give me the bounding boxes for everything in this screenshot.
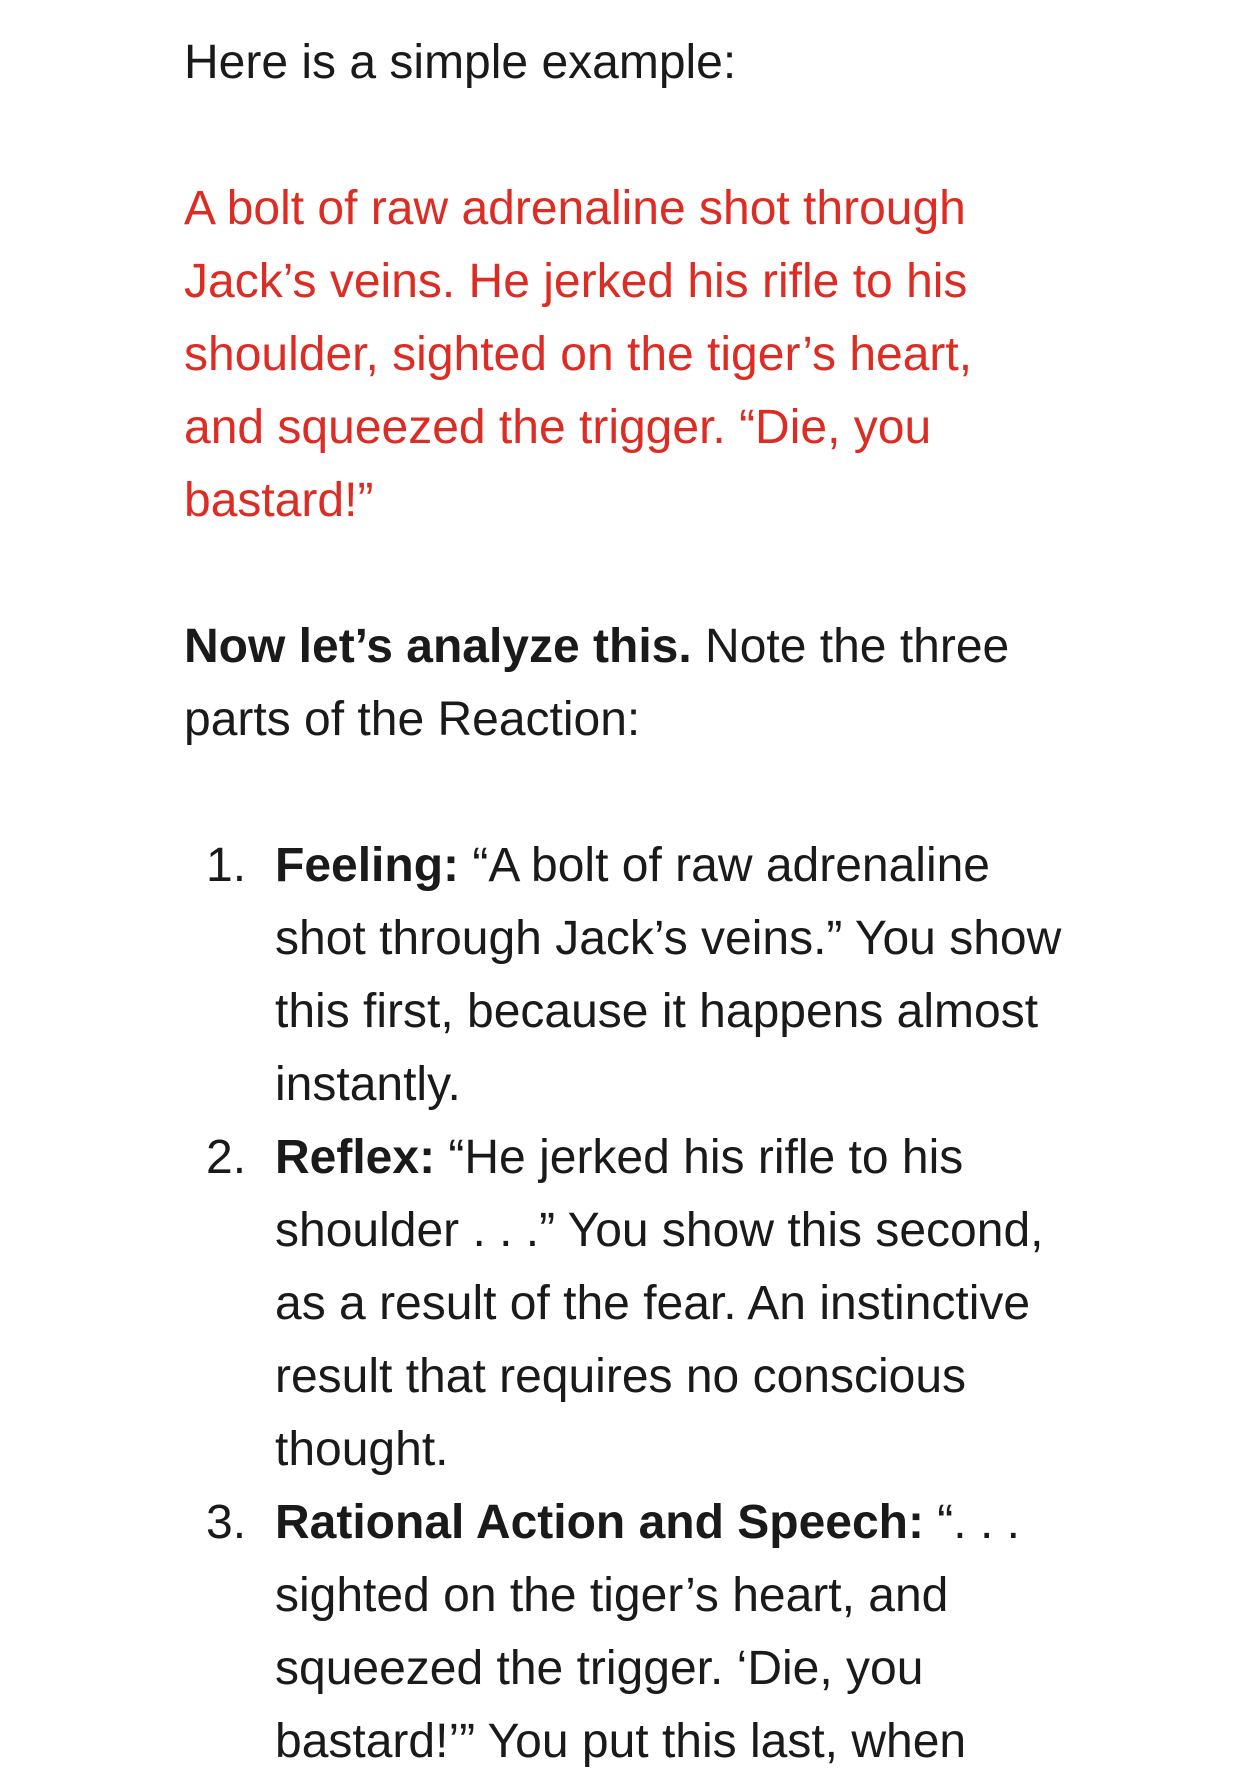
list-item-reflex [184, 1121, 1075, 1486]
analysis-lead: Now let’s analyze this. [184, 620, 692, 673]
list-item-text: “He jerked his rifle to his shoulder . . .” You show this second, as a result of the fear. An instinctive result that requires no conscious thought. [275, 1131, 1044, 1476]
list-item-rational-action [184, 1486, 1075, 1778]
list-item-term: Rational Action and Speech: [275, 1496, 924, 1549]
article-body [184, 26, 1084, 1778]
list-item-text: “. . . sighted on the tiger’s heart, and squeezed the trigger. ‘Die, you bastard!’” You put this last, when [275, 1496, 1020, 1768]
list-number: 3. [206, 1496, 247, 1549]
reaction-parts-list [184, 829, 1084, 1778]
analysis-rest: Note the three parts of the Reaction: [184, 620, 1010, 746]
intro-paragraph: Here is a simple example: [184, 36, 737, 89]
list-number: 2. [206, 1131, 247, 1184]
list-item-term: Reflex: [275, 1131, 436, 1184]
example-passage: A bolt of raw adrenaline shot through Jack’s veins. He jerked his rifle to his shoulder, sighted on the tiger’s heart, and squeezed the trigger. “Die, you bastard!” [184, 182, 973, 527]
analysis-paragraph [184, 610, 1084, 756]
list-item-text: “A bolt of raw adrenaline shot through Jack’s veins.” You show this first, because it happens almost instantly. [275, 839, 1062, 1111]
list-number: 1. [206, 839, 247, 892]
list-item-term: Feeling: [275, 839, 460, 892]
list-item-feeling [184, 829, 1075, 1121]
